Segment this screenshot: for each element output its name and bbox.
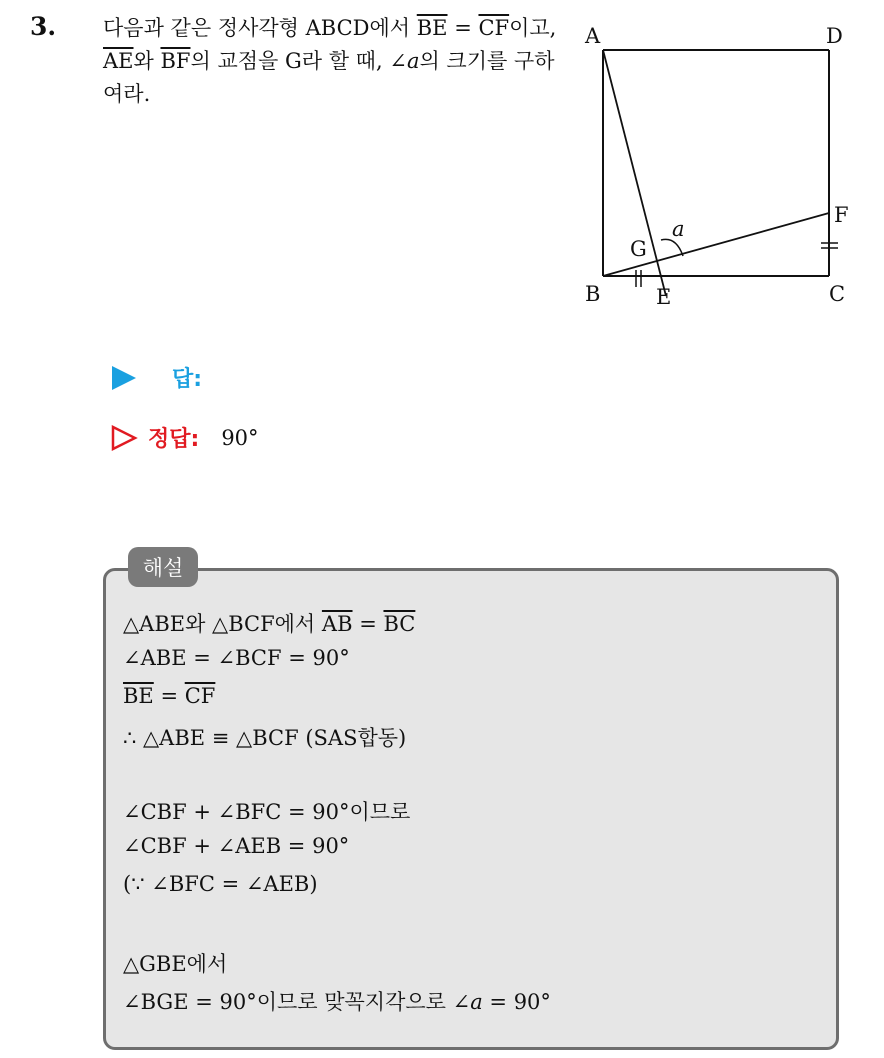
segment-cf: $\overline{CF}$ bbox=[478, 16, 510, 40]
question-text-part: = bbox=[447, 16, 479, 40]
explanation-line: (∵ ∠BFC = ∠AEB) bbox=[123, 872, 318, 896]
explanation-text: △ABE와 △BCF에서 bbox=[123, 612, 322, 636]
explanation-tag: 해설 bbox=[128, 547, 198, 587]
angle-variable: a bbox=[470, 990, 483, 1014]
explanation-text: = bbox=[352, 612, 384, 636]
segment-ab: $\overline{AB}$ bbox=[321, 612, 353, 636]
label-f: F bbox=[834, 203, 849, 227]
label-g: G bbox=[630, 237, 647, 261]
explanation-text: = 90° bbox=[482, 990, 551, 1014]
equal-mark-be bbox=[636, 270, 641, 287]
answer-row bbox=[110, 362, 214, 393]
label-a: A bbox=[585, 24, 601, 48]
explanation-line: ∠ABE = ∠BCF = 90° bbox=[123, 646, 350, 670]
question-number: 3. bbox=[30, 12, 57, 41]
question-text-part: 의 교점을 G라 할 때, bbox=[190, 49, 390, 73]
explanation-line: ∴ △ABE ≡ △BCF (SAS합동) bbox=[123, 726, 407, 750]
question-text-part: 와 bbox=[133, 49, 161, 73]
segment-cf: $\overline{CF}$ bbox=[184, 684, 216, 708]
explanation-line bbox=[123, 986, 551, 1016]
explanation-line: △GBE에서 bbox=[123, 952, 228, 976]
question-text-part: 이고, bbox=[509, 16, 557, 40]
explanation-line bbox=[123, 608, 415, 638]
segment-be: $\overline{BE}$ bbox=[416, 16, 448, 40]
play-icon bbox=[110, 365, 138, 391]
correct-label: 정답: bbox=[148, 427, 200, 452]
label-b: B bbox=[585, 282, 601, 306]
answer-label: 답: bbox=[172, 367, 203, 392]
segment-be: $\overline{BE}$ bbox=[123, 684, 154, 708]
segment-bf: $\overline{BF}$ bbox=[160, 49, 191, 73]
segment-ae: $\overline{AE}$ bbox=[103, 49, 134, 73]
correct-value: 90° bbox=[221, 425, 259, 450]
explanation-line bbox=[123, 684, 215, 708]
label-e: E bbox=[656, 285, 672, 309]
angle-a-arc bbox=[661, 239, 683, 256]
label-c: C bbox=[829, 282, 846, 306]
correct-answer-row bbox=[110, 422, 259, 453]
explanation-text: ∠BGE = 90°이므로 맞꼭지각으로 ∠ bbox=[123, 990, 471, 1014]
question-text bbox=[103, 12, 563, 111]
label-d: D bbox=[826, 24, 843, 48]
question-text-part: 다음과 같은 정사각형 ABCD에서 bbox=[103, 16, 417, 40]
angle-variable: a bbox=[406, 49, 420, 73]
label-angle-a: a bbox=[672, 217, 685, 241]
explanation-line: ∠CBF + ∠BFC = 90°이므로 bbox=[123, 800, 411, 824]
explanation-line: ∠CBF + ∠AEB = 90° bbox=[123, 834, 350, 858]
question-text-part: 의 크기를 구하여라. bbox=[103, 49, 555, 106]
square-diagram bbox=[575, 20, 860, 315]
angle-symbol: ∠ bbox=[389, 49, 407, 73]
play-outline-icon bbox=[110, 425, 138, 451]
segment-bc: $\overline{BC}$ bbox=[383, 612, 416, 636]
explanation-text: = bbox=[153, 684, 185, 708]
